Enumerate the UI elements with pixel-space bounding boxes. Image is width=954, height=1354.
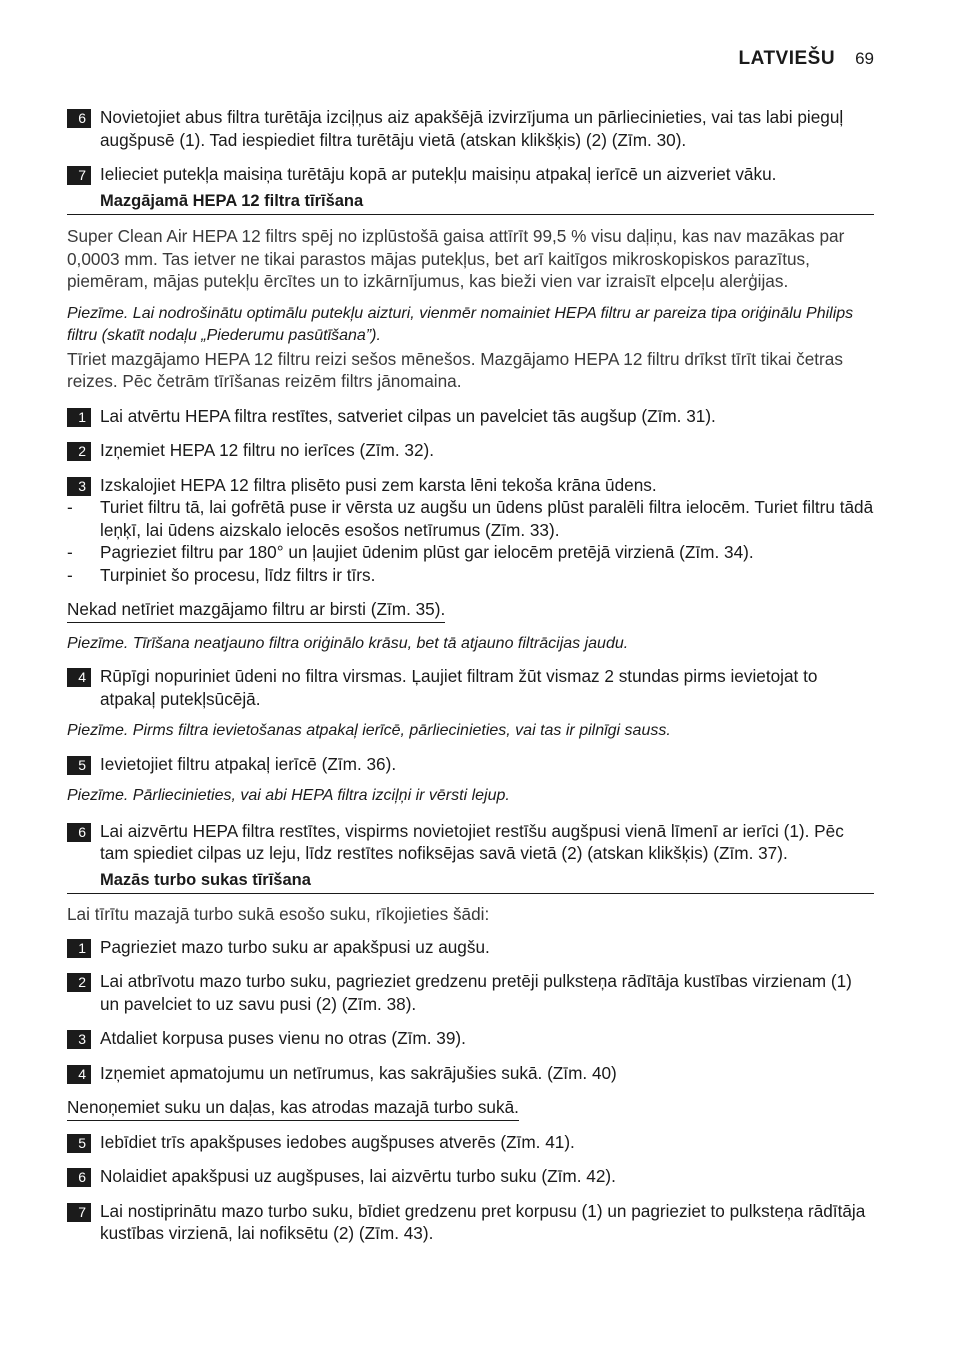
- step-number: 3: [67, 477, 91, 496]
- step-text: Ielieciet putekļa maisiņa turētāju kopā ar putekļu maisiņu atpakaļ ierīcē un aizveriet vāku.: [100, 164, 777, 184]
- step-text: Ievietojiet filtru atpakaļ ierīcē (Zīm. 36).: [100, 753, 397, 774]
- step-number: 6: [67, 109, 91, 128]
- step-number: 6: [67, 823, 91, 842]
- bullet-dash: -: [67, 497, 73, 517]
- section-title-turbo: Mazās turbo sukas tīrīšana: [67, 869, 874, 895]
- warning-block: [67, 598, 874, 623]
- step-item: [67, 1131, 874, 1154]
- section-intro: Super Clean Air HEPA 12 filtrs spēj no izplūstošā gaisa attīrīt 99,5 % visu daļiņu, kas nav mazākas par 0,0003 mm. Tas ietver ne tikai parastos mājas putekļus, bet arī kaitīgos mikroskopiskos parazītus, piemēram, mājas putekļu ērcītes un to izkārnījumus, kas bieži vien var izraisīt elpceļu alerģijas.: [67, 226, 845, 291]
- step-number: 1: [67, 939, 91, 958]
- step-item: [67, 1027, 874, 1050]
- language-label: LATVIEŠU: [738, 48, 836, 69]
- paragraph: Tīriet mazgājamo HEPA 12 filtru reizi sešos mēnešos. Mazgājamo HEPA 12 filtru drīkst tīrīt tikai četras reizes. Pēc četrām tīrīšanas reizēm filtrs jānomaina.: [67, 348, 843, 391]
- bullet-text: Turiet filtru tā, lai gofrētā puse ir vērsta uz augšu un ūdens plūst paralēli filtra ielocēm. Turiet filtru tādā leņķī, lai ūdens aizskalo ielocēs esošos netīrumus (Zīm. 33).: [100, 497, 874, 540]
- step-item: [67, 936, 874, 959]
- step-item: [67, 665, 874, 710]
- page-header: [739, 48, 874, 70]
- bullet-dash: -: [67, 564, 73, 585]
- step-number: 7: [67, 1203, 91, 1222]
- note: Piezīme. Pārliecinieties, vai abi HEPA filtra izciļņi ir vērsti lejup.: [67, 787, 510, 804]
- step-item: [67, 163, 874, 186]
- step-text: Novietojiet abus filtra turētāja izciļņus aiz apakšējā izvirzījuma un pārliecinieties, vai tas labi pieguļ augšpusē (1). Tad iespiediet filtra turētāju vietā (atskan klikšķis) (2) (Zīm. 30).: [100, 107, 844, 150]
- step-text: Izskalojiet HEPA 12 filtra plisēto pusi zem karsta lēni tekoša krāna ūdens.: [100, 474, 657, 495]
- section-title-hepa: Mazgājamā HEPA 12 filtra tīrīšana: [67, 190, 874, 216]
- note: Piezīme. Pirms filtra ievietošanas atpakaļ ierīcē, pārliecinieties, vai tas ir pilnīgi sauss.: [67, 722, 671, 739]
- warning-block: [67, 1096, 874, 1121]
- step-item: [67, 820, 874, 865]
- note: Piezīme. Tīrīšana neatjauno filtra oriģinālo krāsu, bet tā atjauno filtrācijas jaudu.: [67, 634, 629, 652]
- note: Piezīme. Lai nodrošinātu optimālu putekļu aizturi, vienmēr nomainiet HEPA filtru ar pareiza tipa oriģinālu Philips filtru (skatīt nodaļu „Piederumu pasūtīšana”).: [67, 304, 854, 344]
- bullet-text: Pagrieziet filtru par 180° un ļaujiet ūdenim plūst gar ielocēm pretējā virzienā (Zīm. 34).: [100, 542, 754, 562]
- step-text: Rūpīgi nopuriniet ūdeni no filtra virsmas. Ļaujiet filtram žūt vismaz 2 stundas pirms ievietojat to atpakaļ putekļsūcējā.: [100, 666, 818, 709]
- step-number: 3: [67, 1030, 91, 1049]
- page-content: [67, 106, 874, 1245]
- step-number: 7: [67, 166, 91, 185]
- step-item: [67, 1165, 874, 1188]
- step-text: Lai nostiprinātu mazo turbo suku, bīdiet gredzenu pret korpusu (1) un pagrieziet to pulksteņa rādītāja kustības virzienā, lai nofiksētu (2) (Zīm. 43).: [100, 1200, 866, 1243]
- step-text: Izņemiet HEPA 12 filtru no ierīces (Zīm. 32).: [100, 440, 434, 460]
- step-text: Izņemiet apmatojumu un netīrumus, kas sakrājušies sukā. (Zīm. 40): [100, 1062, 617, 1083]
- bullet-dash: -: [67, 542, 73, 562]
- step-number: 6: [67, 1168, 91, 1187]
- step-number: 4: [67, 668, 91, 687]
- page-number: 69: [855, 49, 874, 68]
- step-number: 5: [67, 756, 91, 775]
- step-text: Iebīdiet trīs apakšpuses iedobes augšpuses atverēs (Zīm. 41).: [100, 1131, 575, 1152]
- step-item: [67, 474, 874, 497]
- step-text: Lai atvērtu HEPA filtra restītes, satveriet cilpas un pavelciet tās augšup (Zīm. 31).: [100, 405, 716, 426]
- step-text: Lai aizvērtu HEPA filtra restītes, vispirms novietojiet restīšu augšpusi vienā līmenī ar ierīci (1). Pēc tam spiediet cilpas uz leju, līdz restītes nofiksējas savā vietā (2) (atskan klikšķis) (Zīm. 37).: [100, 820, 844, 863]
- step-item: [67, 1200, 874, 1245]
- bullet-item: [67, 564, 874, 587]
- step-item: [67, 1062, 874, 1085]
- step-text: Atdaliet korpusa puses vienu no otras (Zīm. 39).: [100, 1028, 466, 1048]
- step-text: Lai atbrīvotu mazo turbo suku, pagrieziet gredzenu pretēji pulksteņa rādītāja kustības virzienam (1) un pavelciet to uz savu pusi (2) (Zīm. 38).: [100, 971, 852, 1014]
- step-number: 2: [67, 442, 91, 461]
- step-item: [67, 405, 874, 428]
- step-number: 5: [67, 1134, 91, 1153]
- step-text: Nolaidiet apakšpusi uz augšpuses, lai aizvērtu turbo suku (Zīm. 42).: [100, 1166, 616, 1186]
- bullet-item: [67, 496, 874, 541]
- step-number: 1: [67, 408, 91, 427]
- step-item: [67, 753, 874, 776]
- bullet-item: [67, 541, 874, 564]
- bullet-text: Turpiniet šo procesu, līdz filtrs ir tīrs.: [100, 564, 376, 585]
- warning-text: Nenoņemiet suku un daļas, kas atrodas mazajā turbo sukā.: [67, 1096, 519, 1121]
- warning-text: Nekad netīriet mazgājamo filtru ar birsti (Zīm. 35).: [67, 598, 445, 623]
- step-item: [67, 106, 874, 151]
- step-text: Pagrieziet mazo turbo suku ar apakšpusi uz augšu.: [100, 936, 490, 957]
- step-item: [67, 970, 874, 1015]
- step-item: [67, 439, 874, 462]
- step-number: 2: [67, 973, 91, 992]
- step-number: 4: [67, 1065, 91, 1084]
- section-intro: Lai tīrītu mazajā turbo sukā esošo suku, rīkojieties šādi:: [67, 904, 490, 924]
